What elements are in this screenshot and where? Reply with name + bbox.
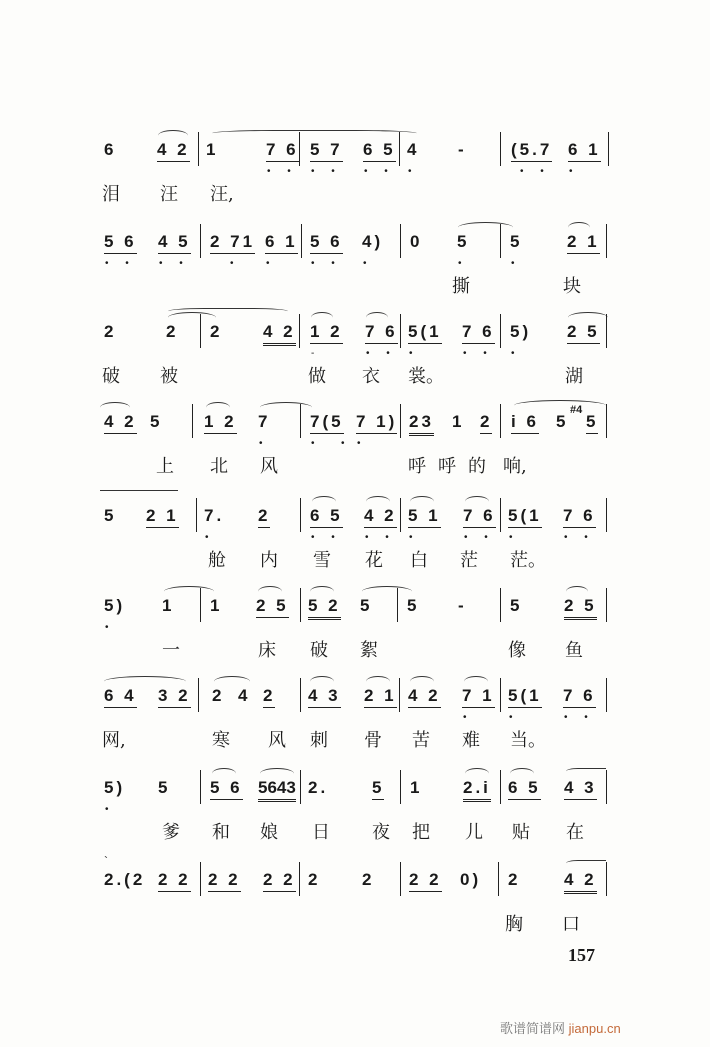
low-octave-dots: • •	[311, 166, 342, 177]
lyric: 苦	[412, 730, 430, 751]
note: 2.	[308, 778, 329, 797]
note: 5	[457, 232, 470, 251]
barline	[200, 862, 201, 896]
barline	[300, 678, 301, 712]
watermark-cn: 歌谱简谱网	[500, 1021, 566, 1036]
barline	[500, 588, 501, 622]
note-group: 2.(2	[104, 870, 146, 889]
barline	[300, 770, 301, 804]
watermark	[500, 1018, 621, 1037]
low-octave-dots: • •	[311, 258, 342, 269]
breath-mark: `	[104, 854, 108, 868]
lyric: 床	[258, 640, 276, 661]
note-group: 5 6	[310, 232, 343, 254]
low-octave-dot: •	[409, 532, 420, 543]
low-octave-dots: • •	[564, 712, 595, 723]
lyric: 破	[310, 640, 328, 661]
score-line-5	[100, 496, 620, 576]
lyric: 块	[563, 276, 581, 297]
lyric: 泪	[102, 184, 120, 205]
barline	[200, 588, 201, 622]
note-group: 5(1	[508, 686, 542, 708]
note: 5	[556, 412, 569, 431]
tie	[514, 400, 606, 411]
lyric: 茫	[460, 550, 478, 571]
low-octave-dot: •	[105, 804, 116, 815]
barline	[606, 678, 607, 712]
lyric: 贴	[512, 822, 530, 843]
lyric: 在	[566, 822, 584, 843]
lyric: 呼	[438, 456, 456, 477]
low-octave-dot: •	[363, 258, 374, 269]
barline	[196, 498, 197, 532]
low-octave-dot: •	[511, 348, 522, 359]
notes-row	[100, 854, 620, 900]
low-octave-dots: • •	[159, 258, 190, 269]
note: 5	[104, 506, 117, 525]
note-group: 23	[409, 412, 434, 436]
low-octave-dot: •	[205, 532, 216, 543]
lyric: 风	[260, 456, 278, 477]
note: 2	[166, 322, 179, 341]
note-group: 7(5	[310, 412, 344, 434]
note-group: 2 5	[567, 322, 600, 344]
note-group: 2 2	[208, 870, 241, 892]
note-group: 4 2	[104, 412, 137, 434]
note-group: 4 2	[364, 506, 397, 528]
lyric: 内	[260, 550, 278, 571]
note-group: 2 71	[210, 232, 255, 254]
note: 5	[510, 232, 523, 251]
barline	[606, 224, 607, 258]
lyric: 汪,	[210, 184, 234, 205]
barline	[400, 314, 401, 348]
lyric: 白	[410, 550, 428, 571]
barline	[400, 770, 401, 804]
lyric: 裳。	[408, 366, 444, 387]
notes-row	[100, 130, 620, 177]
lyric: 像	[508, 640, 526, 661]
note-group: 2 1	[146, 506, 179, 528]
lyric: 和	[212, 822, 230, 843]
low-octave-dot: •	[458, 258, 469, 269]
barline	[500, 132, 501, 166]
lyric: 当。	[510, 730, 546, 751]
notes-row	[100, 768, 620, 815]
lyric: 呼	[408, 456, 426, 477]
score-line-3	[100, 312, 620, 392]
barline	[608, 132, 609, 166]
barline	[200, 224, 201, 258]
note: 5	[150, 412, 163, 431]
note: 5	[360, 596, 373, 615]
note-group: 5 7	[310, 140, 343, 162]
note-group: 6 5	[363, 140, 396, 162]
note-group: 7 6	[462, 322, 495, 344]
note: 4	[407, 140, 420, 159]
lyric: 网,	[102, 730, 126, 751]
lyric: 的	[468, 456, 486, 477]
note-group: 2 1	[567, 232, 600, 254]
low-octave-dot: •	[463, 712, 474, 723]
note: 5	[586, 412, 598, 434]
low-octave-dot: •	[408, 166, 419, 177]
barline	[606, 862, 607, 896]
note: 1	[210, 596, 223, 615]
note: 1	[452, 412, 465, 431]
low-octave-dot: •	[230, 258, 241, 269]
sharp-grace-note: #4	[570, 404, 583, 416]
barline	[606, 314, 607, 348]
note: 1	[410, 778, 423, 797]
note: 2	[308, 870, 321, 889]
low-octave-dots: • •	[105, 258, 136, 269]
lyric: 爹	[162, 822, 180, 843]
barline	[606, 498, 607, 532]
barline	[200, 314, 201, 348]
lyric: 舱	[208, 550, 226, 571]
note: 2	[212, 686, 225, 705]
low-octave-dot: •	[509, 532, 520, 543]
note-group: 7 1)	[356, 412, 397, 434]
dash: -	[458, 140, 467, 159]
note: 2	[508, 870, 521, 889]
barline	[500, 498, 501, 532]
note: 5	[407, 596, 420, 615]
note-group: 4 2	[157, 140, 190, 162]
barline	[400, 498, 401, 532]
note-group: 4 5	[158, 232, 191, 254]
lyric: 口	[562, 914, 580, 935]
barline	[299, 314, 300, 348]
low-octave-dots: • •	[463, 348, 494, 359]
note: 2	[362, 870, 375, 889]
lyric: 汪	[160, 184, 178, 205]
note: 2	[263, 686, 275, 708]
score-line-6	[100, 586, 620, 666]
lyric: 做	[308, 366, 326, 387]
barline	[198, 678, 199, 712]
note: 5)	[104, 778, 126, 797]
tie	[100, 490, 178, 501]
score-line-7	[100, 676, 620, 756]
low-octave-dot: •	[357, 438, 368, 449]
note: 5)	[104, 596, 126, 615]
barline	[399, 132, 400, 166]
barline	[400, 404, 401, 438]
notes-row	[100, 222, 620, 269]
note-group: 4 3	[308, 686, 341, 708]
note-group: 5(1	[408, 322, 442, 344]
note-group: 6 5	[508, 778, 541, 800]
note-group: 2 5	[256, 596, 289, 618]
note: 0	[410, 232, 423, 251]
dash: -	[458, 596, 467, 615]
note-group: 5(1	[508, 506, 542, 528]
note-group: 4 3	[564, 778, 597, 800]
note: 2	[210, 322, 223, 341]
note-group: 4 2	[408, 686, 441, 708]
lyric: 衣	[362, 366, 380, 387]
note: 7	[258, 412, 271, 431]
barline	[400, 862, 401, 896]
barline	[300, 498, 301, 532]
lyric: 茫。	[510, 550, 546, 571]
lyric: 夜	[372, 822, 390, 843]
note-group: 3 2	[158, 686, 191, 708]
note-group: 7 6	[563, 686, 596, 708]
lyric: 湖	[565, 366, 583, 387]
low-octave-dots: • •	[520, 166, 551, 177]
low-octave-dots: • •	[311, 438, 352, 449]
score-line-8	[100, 768, 620, 848]
low-octave-dot: •	[509, 712, 520, 723]
barline	[299, 132, 300, 166]
barline	[397, 588, 398, 622]
lyric: 把	[412, 822, 430, 843]
note-group: 5 2	[308, 596, 341, 620]
note-group: 5 6	[210, 778, 243, 800]
watermark-en: jianpu.cn	[568, 1021, 621, 1036]
barline	[498, 862, 499, 896]
lyric: 刺	[310, 730, 328, 751]
note: 7.	[204, 506, 225, 525]
score-line-4	[100, 402, 620, 482]
note-group: 5 1	[408, 506, 441, 528]
score-line-9	[100, 854, 620, 940]
note-group: 4 2	[564, 870, 597, 894]
low-octave-dots: • •	[464, 532, 495, 543]
note-group: 2 2	[409, 870, 442, 892]
note: 5	[372, 778, 384, 800]
lyric: 儿	[465, 822, 483, 843]
note-group: 5 6	[104, 232, 137, 254]
lyric: 上	[156, 456, 174, 477]
lyric: 鱼	[565, 640, 583, 661]
lyric: 絮	[360, 640, 378, 661]
barline	[198, 132, 199, 166]
barline	[500, 770, 501, 804]
lyric: 难	[462, 730, 480, 751]
lyric: 娘	[260, 822, 278, 843]
note-group: 6 4	[104, 686, 137, 708]
lyric: 雪	[313, 550, 331, 571]
lyric: 一	[162, 640, 180, 661]
note-group: 5643	[258, 778, 296, 802]
lyric: 花	[365, 550, 383, 571]
barline	[606, 404, 607, 438]
barline	[399, 678, 400, 712]
barline	[300, 588, 301, 622]
barline	[500, 314, 501, 348]
note: 6	[104, 140, 117, 159]
barline	[200, 770, 201, 804]
note-group: 2 2	[263, 870, 296, 892]
low-octave-dots: • •	[267, 166, 298, 177]
lyric: 撕	[452, 276, 470, 297]
note-group: 6 5	[310, 506, 343, 528]
barline	[400, 224, 401, 258]
barline	[300, 404, 301, 438]
low-octave-dot: -	[311, 348, 322, 359]
low-octave-dots: • •	[311, 532, 342, 543]
score-line-2	[100, 222, 620, 302]
note-group: 6 1	[568, 140, 601, 162]
low-octave-dots: • •	[366, 348, 397, 359]
low-octave-dot: •	[105, 622, 116, 633]
lyric: 寒	[212, 730, 230, 751]
low-octave-dots: • •	[364, 166, 395, 177]
low-octave-dots: • •	[365, 532, 396, 543]
lyric: 北	[210, 456, 228, 477]
low-octave-dots: • •	[564, 532, 595, 543]
low-octave-dot: •	[259, 438, 270, 449]
note-group: 2 5	[564, 596, 597, 620]
lyric: 被	[160, 366, 178, 387]
note: 1	[162, 596, 175, 615]
note: 4	[238, 686, 251, 705]
notes-row	[100, 402, 620, 449]
note-group: 7 6	[463, 506, 496, 528]
notes-row	[100, 676, 620, 723]
barline	[606, 588, 607, 622]
lyric: 风	[268, 730, 286, 751]
low-octave-dot: •	[569, 166, 580, 177]
note-group: 2 2	[158, 870, 191, 892]
low-octave-dot: •	[511, 258, 522, 269]
note-group: 6 1	[265, 232, 298, 254]
note-group: 7 6	[266, 140, 299, 162]
note-group: 1 2	[204, 412, 237, 434]
note: 0)	[460, 870, 482, 889]
lyric: 骨	[364, 730, 382, 751]
barline	[301, 224, 302, 258]
note: 5	[510, 596, 523, 615]
lyric: 响,	[503, 456, 527, 477]
note: 5)	[510, 322, 532, 341]
lyric: 胸	[505, 914, 523, 935]
notes-row	[100, 586, 620, 633]
note-group: 7 6	[365, 322, 398, 344]
lyric: 日	[312, 822, 330, 843]
notes-row	[100, 496, 620, 543]
note: 5	[158, 778, 171, 797]
page-number: 157	[568, 945, 595, 965]
note-group: 7 1	[462, 686, 495, 708]
note: 2	[480, 412, 492, 434]
low-octave-dot: •	[409, 348, 420, 359]
notes-row	[100, 312, 620, 359]
barline	[500, 404, 501, 438]
barline	[192, 404, 193, 438]
note-group: 2.i	[463, 778, 491, 802]
note: 1	[206, 140, 219, 159]
barline	[500, 678, 501, 712]
score-line-1	[100, 130, 620, 210]
note-group: 1 2	[310, 322, 343, 344]
lyric: 破	[102, 366, 120, 387]
barline	[500, 224, 501, 258]
note: 4)	[362, 232, 384, 251]
note: 2	[104, 322, 117, 341]
note-group: i 6	[511, 412, 539, 434]
note-group: 4 2	[263, 322, 296, 346]
barline	[606, 770, 607, 804]
note-group: (5.7	[511, 140, 552, 162]
barline	[299, 862, 300, 896]
note: 2	[258, 506, 270, 528]
note-group: 7 6	[563, 506, 596, 528]
low-octave-dot: •	[266, 258, 277, 269]
note-group: 2 1	[364, 686, 397, 708]
